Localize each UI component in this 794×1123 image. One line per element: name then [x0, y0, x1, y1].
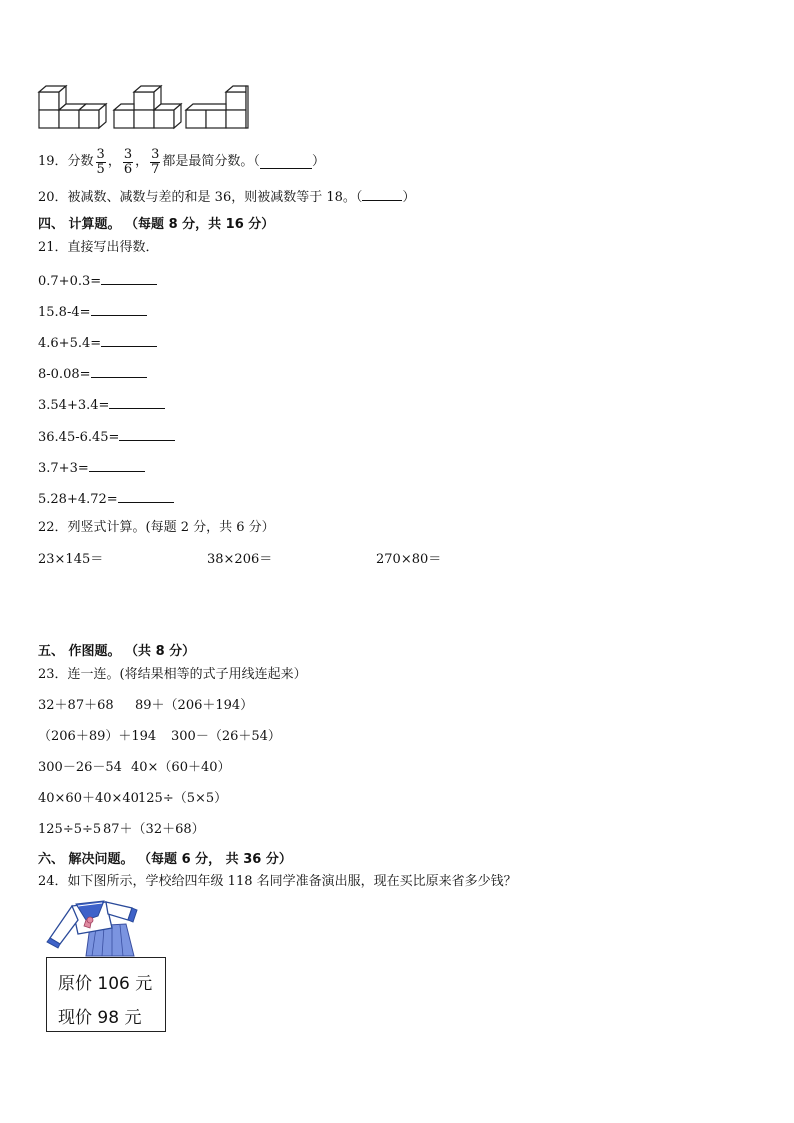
fraction-3: [150, 148, 160, 177]
costume-illustration: [46, 898, 138, 958]
q21-expression: 3.54+3.4=: [38, 398, 110, 413]
q23-row: [38, 698, 253, 714]
section-4-heading: 四、 计算题。 （每题 8 分，共 16 分）: [38, 217, 275, 232]
q21-item: [38, 490, 174, 508]
q23-row: [38, 791, 227, 807]
q21-expression: 36.45-6.45=: [38, 430, 120, 445]
q23-right-expression[interactable]: 87＋（32＋68）: [103, 822, 205, 837]
q23-left-expression[interactable]: 32＋87＋68: [38, 698, 114, 713]
q19-suffix: 都是最简分数。（: [162, 154, 260, 169]
section-5-heading: 五、 作图题。 （共 8 分）: [38, 644, 196, 659]
q21-answer-blank[interactable]: [109, 396, 165, 409]
question-20: [38, 188, 415, 206]
q23-row: [38, 729, 281, 745]
q21-expression: 3.7+3=: [38, 461, 89, 476]
q23-right-expression[interactable]: 40×（60＋40）: [131, 760, 231, 775]
q22-item: 38×206＝: [207, 552, 273, 567]
q21-answer-blank[interactable]: [91, 365, 147, 378]
q21-answer-blank[interactable]: [101, 272, 157, 285]
q21-answer-blank[interactable]: [101, 334, 157, 347]
question-24-title: 24．如下图所示，学校给四年级 118 名同学准备演出服，现在买比原来省多少钱？: [38, 874, 517, 889]
fraction-1-numerator: 3: [96, 146, 105, 162]
current-price: 现价 98 元: [58, 1008, 142, 1028]
fraction-2-numerator: 3: [123, 146, 133, 162]
cube-figures: [36, 84, 251, 130]
question-23-title: 23．连一连。(将结果相等的式子用线连起来）: [38, 667, 307, 682]
q21-answer-blank[interactable]: [119, 428, 175, 441]
q19-separator: ，: [107, 154, 121, 169]
q21-answer-blank[interactable]: [89, 459, 145, 472]
q20-close: ）: [402, 190, 416, 205]
q21-expression: 0.7+0.3=: [38, 274, 102, 289]
question-22-title: 22．列竖式计算。(每题 2 分，共 6 分）: [38, 520, 275, 535]
q23-right-expression[interactable]: 300－（26＋54）: [171, 729, 281, 744]
q23-left-expression[interactable]: （206＋89）＋194: [38, 729, 157, 744]
q21-expression: 15.8-4=: [38, 305, 91, 320]
q23-right-expression[interactable]: 89＋（206＋194）: [135, 698, 254, 713]
q23-row: [38, 760, 231, 776]
q19-answer-blank[interactable]: [260, 156, 312, 169]
q21-item: [38, 396, 165, 414]
q21-expression: 4.6+5.4=: [38, 336, 102, 351]
section-6-heading: 六、 解决问题。 （每题 6 分， 共 36 分）: [38, 852, 292, 867]
q19-close: ）: [311, 154, 325, 169]
q23-row: [38, 822, 205, 838]
fraction-2: [123, 148, 133, 177]
q21-expression: 5.28+4.72=: [38, 492, 118, 507]
q19-prefix: 19．分数: [38, 154, 94, 169]
fraction-3-denominator: 7: [151, 161, 160, 177]
q23-left-expression[interactable]: 40×60＋40×40: [38, 791, 139, 806]
q20-text: 20．被减数、减数与差的和是 36，则被减数等于 18。（: [38, 190, 363, 205]
question-19: [38, 145, 325, 179]
q21-item: [38, 428, 175, 446]
question-21-title: 21．直接写出得数．: [38, 240, 159, 255]
q19-separator: ，: [135, 154, 149, 169]
q21-item: [38, 303, 147, 321]
fraction-1-denominator: 5: [96, 161, 105, 177]
q23-left-expression[interactable]: 125÷5÷5: [38, 822, 102, 837]
q22-item: 270×80＝: [376, 552, 442, 567]
q21-expression: 8-0.08=: [38, 367, 91, 382]
q23-left-expression[interactable]: 300－26－54: [38, 760, 122, 775]
q21-item: [38, 459, 145, 477]
original-price: 原价 106 元: [58, 974, 153, 994]
q21-item: [38, 365, 147, 383]
q21-answer-blank[interactable]: [91, 303, 147, 316]
q22-item: 23×145＝: [38, 552, 104, 567]
q21-answer-blank[interactable]: [118, 490, 174, 503]
price-box: [46, 957, 166, 1032]
fraction-1: [96, 148, 106, 177]
q20-answer-blank[interactable]: [362, 188, 402, 201]
q21-item: [38, 272, 157, 290]
fraction-3-numerator: 3: [151, 146, 160, 162]
fraction-2-denominator: 6: [123, 161, 133, 177]
q23-right-expression[interactable]: 125÷（5×5）: [138, 791, 228, 806]
q21-item: [38, 334, 157, 352]
